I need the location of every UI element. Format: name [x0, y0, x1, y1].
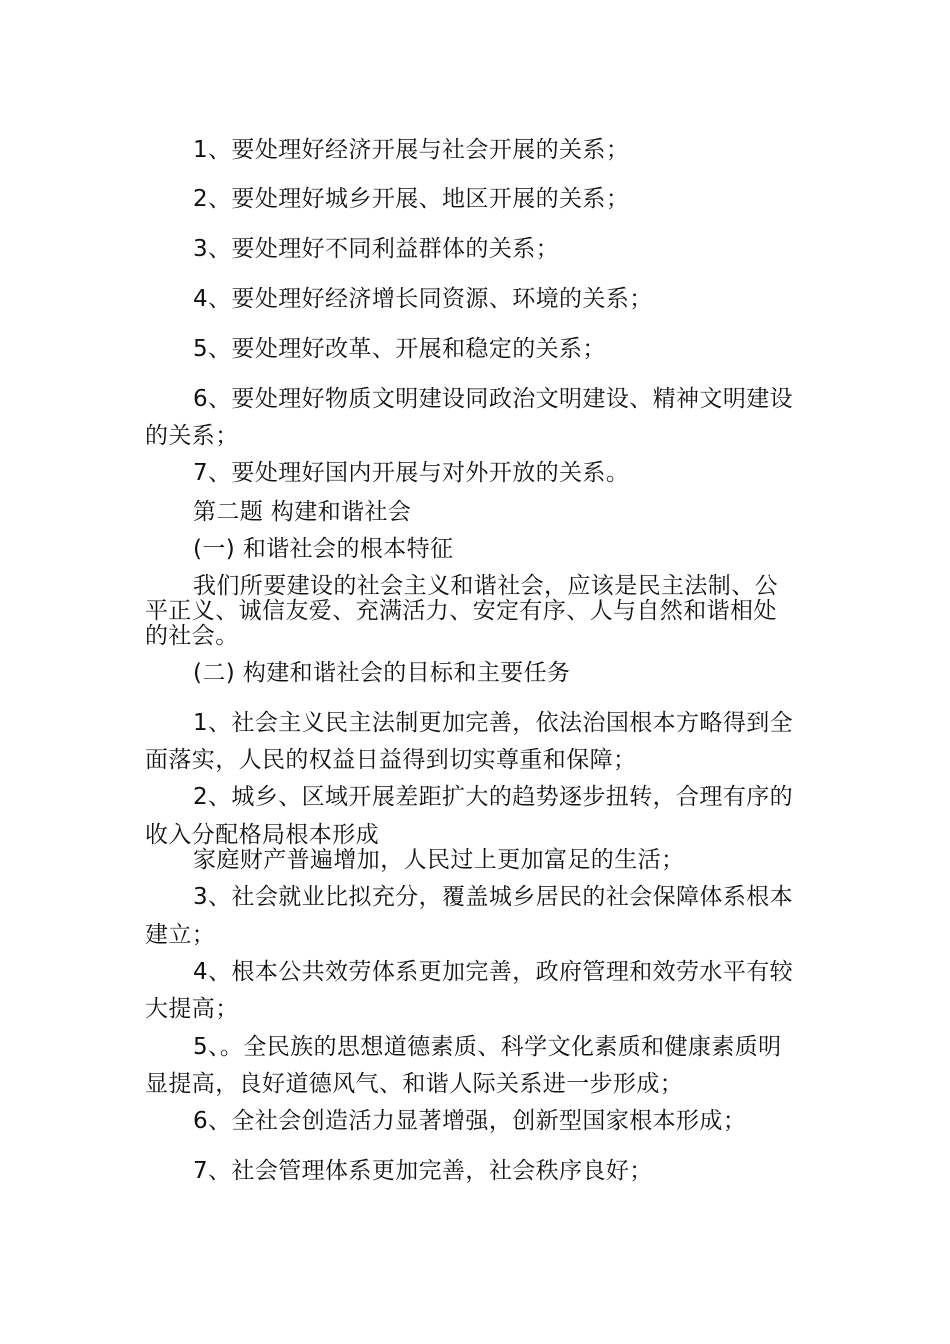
list-item: 6、要处理好物质文明建设同政治文明建设、精神文明建设 [193, 386, 794, 412]
list-item: 4、根本公共效劳体系更加完善，政府管理和效劳水平有较 [193, 959, 794, 985]
list-item: 5、要处理好改革、开展和稳定的关系； [193, 336, 606, 362]
list-item-continuation: 家庭财产普遍增加，人民过上更加富足的生活； [193, 847, 685, 873]
list-item-continuation: 建立； [145, 922, 216, 948]
list-item-continuation: 面落实，人民的权益日益得到切实尊重和保障； [145, 747, 637, 773]
list-item: 5、。全民族的思想道德素质、科学文化素质和健康素质明 [193, 1034, 782, 1060]
list-item-continuation: 的关系； [145, 423, 239, 449]
list-item-continuation: 显提高，良好道德风气、和谐人际关系进一步形成； [145, 1071, 684, 1097]
subsection-heading: (二) 构建和谐社会的目标和主要任务 [193, 660, 571, 686]
paragraph-line: 我们所要建设的社会主义和谐社会，应该是民主法制、公 [193, 573, 778, 599]
list-item-continuation: 收入分配格局根本形成 [145, 822, 379, 848]
paragraph-line: 的社会。 [145, 623, 239, 649]
list-item-continuation: 大提高； [145, 996, 239, 1022]
list-item: 3、要处理好不同利益群体的关系； [193, 236, 560, 262]
subsection-heading: (一) 和谐社会的根本特征 [193, 536, 454, 562]
list-item: 7、要处理好国内开展与对外开放的关系。 [193, 460, 630, 486]
list-item: 1、社会主义民主法制更加完善，依法治国根本方略得到全 [193, 710, 794, 736]
list-item: 3、社会就业比拟充分，覆盖城乡居民的社会保障体系根本 [193, 884, 794, 910]
section-title: 第二题 构建和谐社会 [193, 499, 412, 525]
list-item: 7、社会管理体系更加完善，社会秩序良好； [193, 1158, 653, 1184]
list-item: 2、城乡、区域开展差距扩大的趋势逐步扭转，合理有序的 [193, 784, 794, 810]
paragraph-line: 平正义、诚信友爱、充满活力、安定有序、人与自然和谐相处 [145, 598, 777, 624]
list-item: 2、要处理好城乡开展、地区开展的关系； [193, 186, 630, 212]
list-item: 4、要处理好经济增长同资源、环境的关系； [193, 286, 653, 312]
list-item: 1、要处理好经济开展与社会开展的关系； [193, 137, 630, 163]
list-item: 6、全社会创造活力显著增强，创新型国家根本形成； [193, 1108, 747, 1134]
